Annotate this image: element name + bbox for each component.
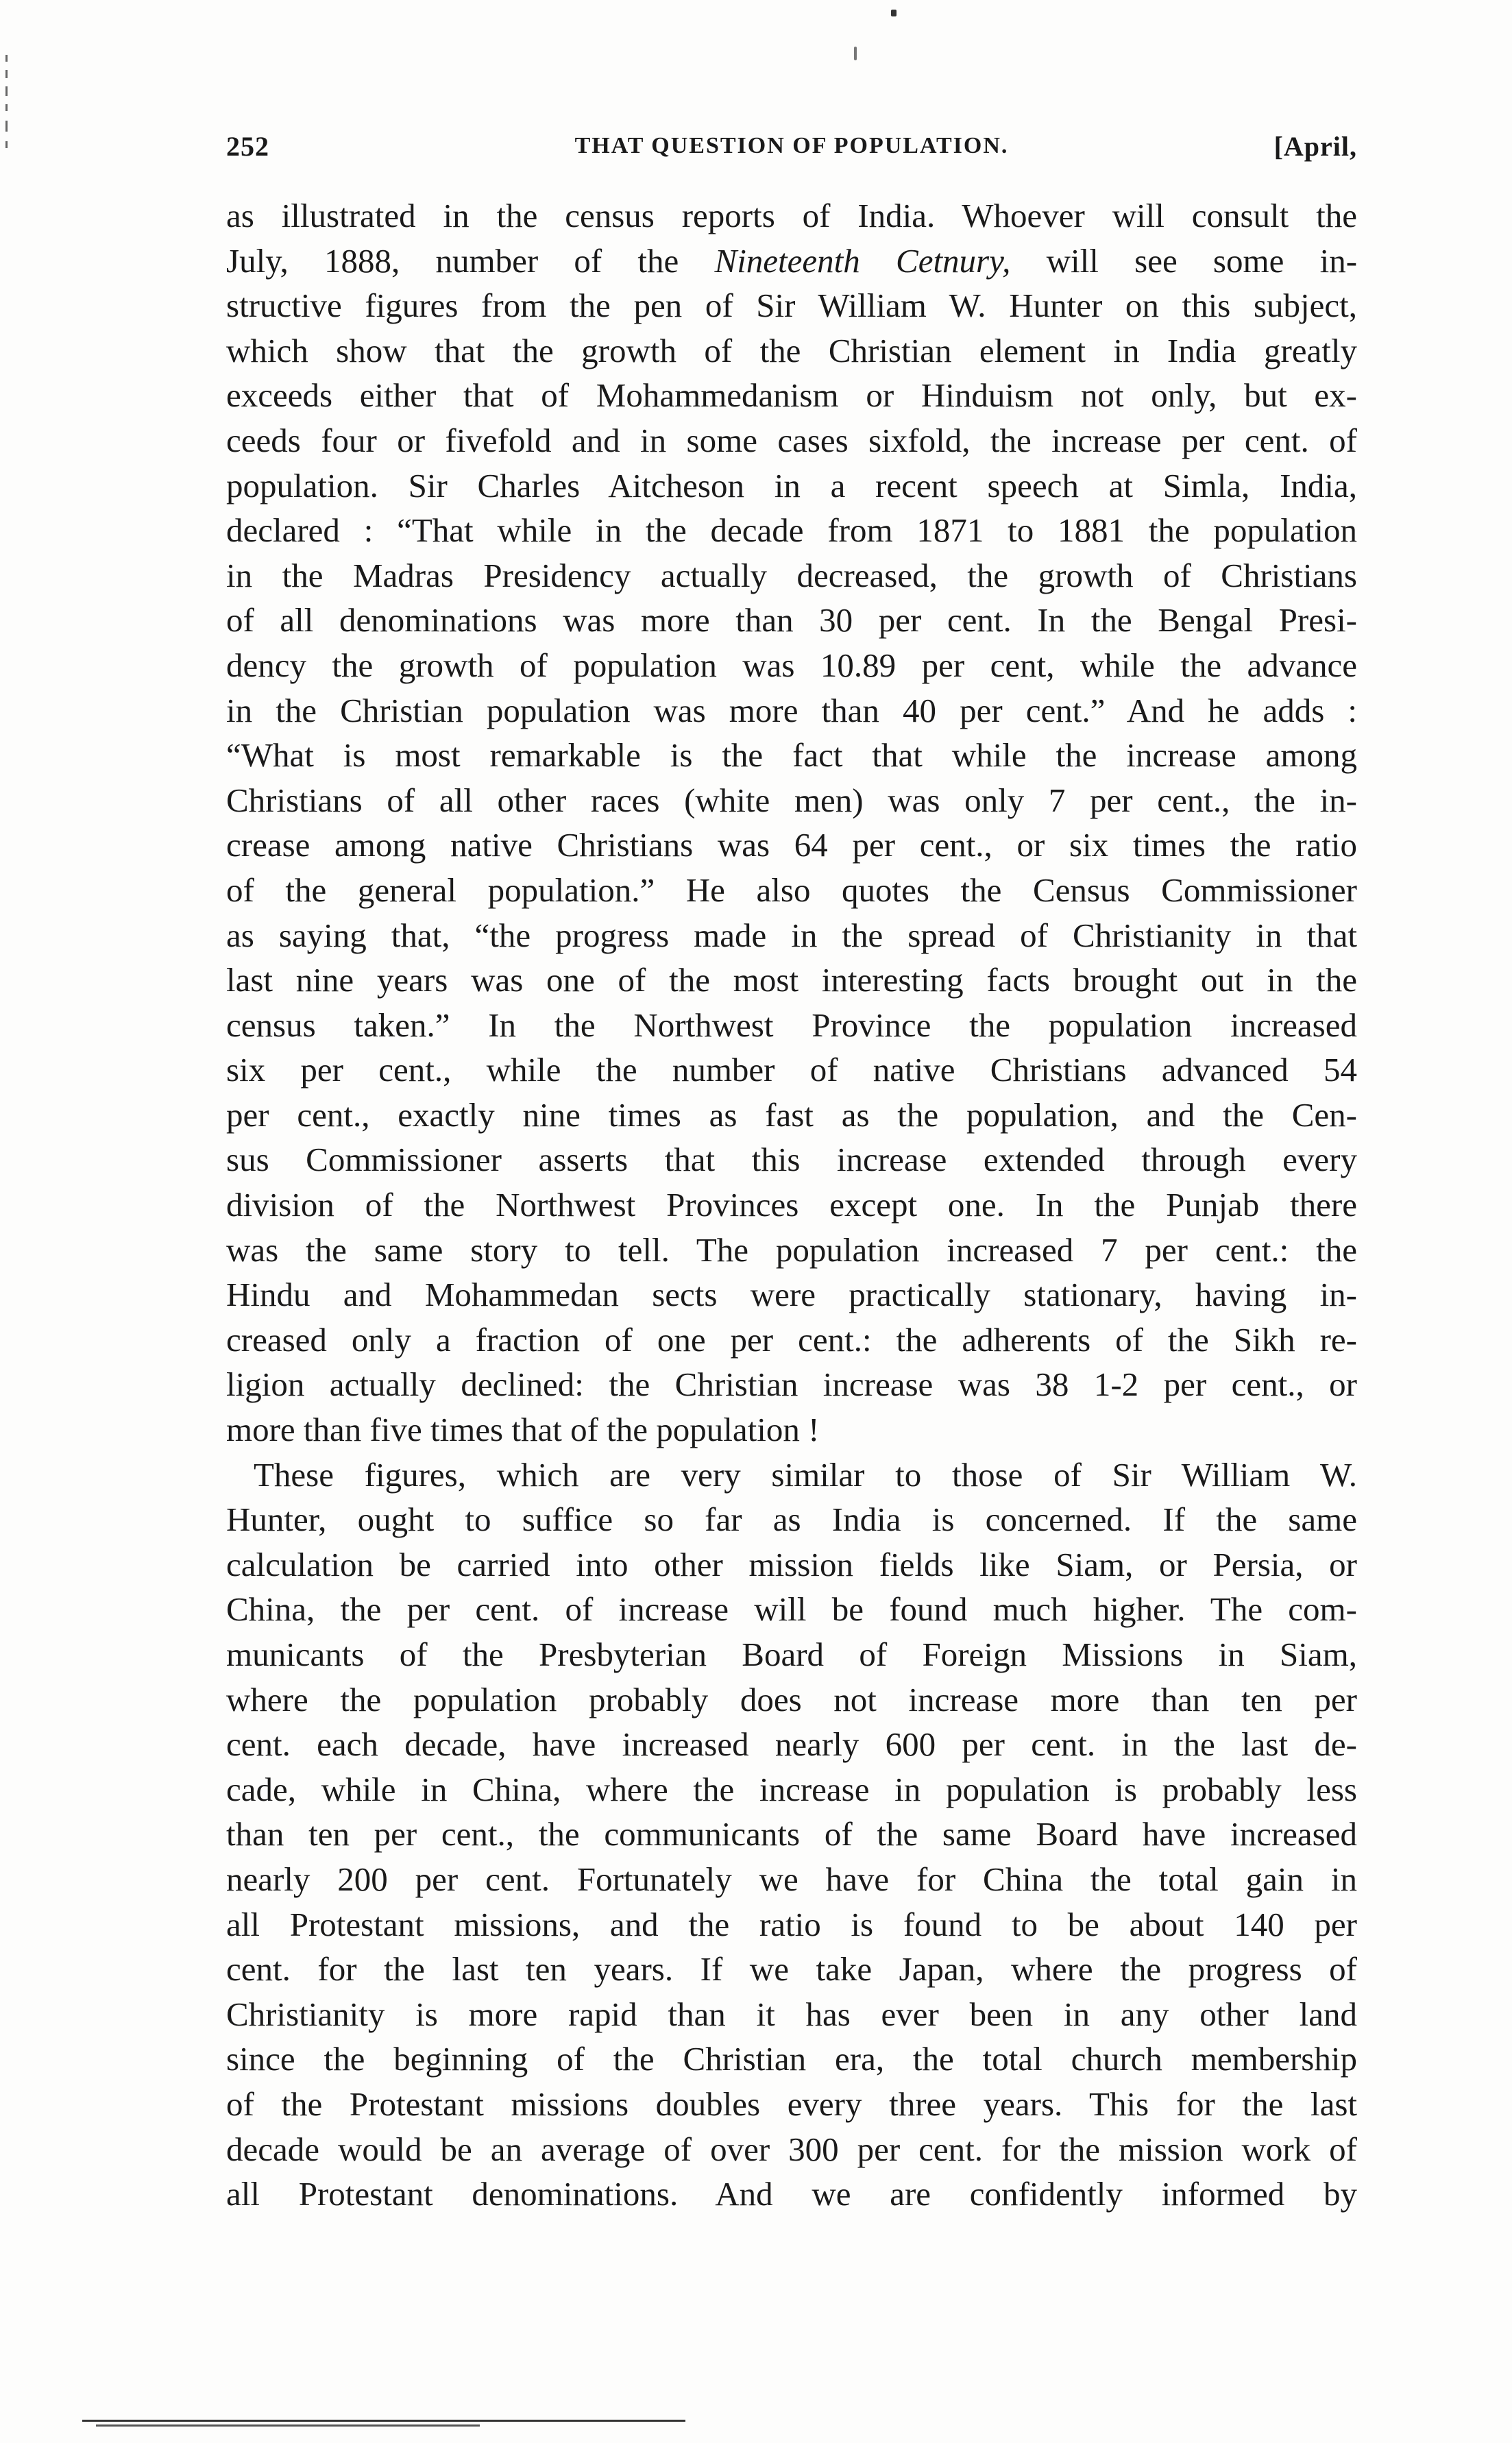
ink-speck (854, 47, 857, 60)
text-line: in the Christian population was more than 40 per cent.” And he adds : (226, 691, 1357, 729)
text-line: July, 1888, number of the Nineteenth Cetnury, will see some in- (226, 241, 1357, 280)
text-line: in the Madras Presidency actually decreased, the growth of Christians (226, 556, 1357, 594)
text-line: since the beginning of the Christian era, the total church membership (226, 2040, 1357, 2078)
page-number: 252 (226, 131, 269, 162)
header-month: [April, (1273, 131, 1357, 162)
text-line: division of the Northwest Provinces except one. In the Punjab there (226, 1186, 1357, 1224)
text-line: which show that the growth of the Christian element in India greatly (226, 331, 1357, 369)
bottom-rule (82, 2420, 685, 2429)
text-line: China, the per cent. of increase will be found much higher. The com- (226, 1590, 1357, 1629)
text-line: Christianity is more rapid than it has ever been in any other land (226, 1995, 1357, 2033)
page-header (226, 130, 1357, 171)
text-line: six per cent., while the number of native Christians advanced 54 (226, 1051, 1357, 1089)
ink-speck (891, 10, 897, 16)
text-line: dency the growth of population was 10.89 per cent, while the advance (226, 646, 1357, 684)
paragraph (226, 193, 1357, 1453)
text-line: of the general population.” He also quotes the Census Commissioner (226, 871, 1357, 909)
text-line: municants of the Presbyterian Board of Foreign Missions in Siam, (226, 1636, 1357, 1673)
text-line: decade would be an average of over 300 per cent. for the mission work of (226, 2130, 1357, 2168)
text-line: “What is most remarkable is the fact that while the increase among (226, 736, 1357, 775)
text-line: as illustrated in the census reports of India. Whoever will consult the (226, 197, 1357, 234)
text-line: sus Commissioner asserts that this increase extended through every (226, 1141, 1357, 1179)
text-line: all Protestant denominations. And we are confidently informed by (226, 2175, 1357, 2213)
text-line: These figures, which are very similar to those of Sir William W. (254, 1455, 1357, 1494)
text-line: census taken.” In the Northwest Province the population increased (226, 1006, 1357, 1044)
text-line: of all denominations was more than 30 per cent. In the Bengal Presi- (226, 601, 1357, 640)
text-line: where the population probably does not increase more than ten per (226, 1680, 1357, 1718)
text-line: Christians of all other races (white men) was only 7 per cent., the in- (226, 781, 1357, 819)
text-line: exceeds either that of Mohammedanism or Hinduism not only, but ex- (226, 376, 1357, 415)
text-line: cent. for the last ten years. If we take Japan, where the progress of (226, 1950, 1357, 1989)
text-line: Hindu and Mohammedan sects were practically stationary, having in- (226, 1276, 1357, 1314)
text-line: creased only a fraction of one per cent.: the adherents of the Sikh re- (226, 1320, 1357, 1359)
text-line: cade, while in China, where the increase in population is probably less (226, 1770, 1357, 1808)
running-title: THAT QUESTION OF POPULATION. (574, 133, 1009, 158)
text-line: ligion actually declined: the Christian increase was 38 1-2 per cent., or (226, 1365, 1357, 1404)
text-line: all Protestant missions, and the ratio is found to be about 140 per (226, 1905, 1357, 1943)
text-line: more than five times that of the population ! (226, 1411, 820, 1449)
left-margin-marks (0, 55, 14, 165)
text-line: nearly 200 per cent. Fortunately we have for China the total gain in (226, 1860, 1357, 1898)
text-line: was the same story to tell. The population increased 7 per cent.: the (226, 1230, 1357, 1269)
text-line: crease among native Christians was 64 per cent., or six times the ratio (226, 826, 1357, 864)
text-line: per cent., exactly nine times as fast as the population, and the Cen- (226, 1095, 1357, 1134)
text-line: cent. each decade, have increased nearly 600 per cent. in the last de- (226, 1725, 1357, 1764)
text-line: Hunter, ought to suffice so far as India is concerned. If the same (226, 1500, 1357, 1539)
paragraph (226, 1453, 1357, 2217)
text-line: as saying that, “the progress made in the spread of Christianity in that (226, 916, 1357, 954)
text-line: last nine years was one of the most interesting facts brought out in the (226, 961, 1357, 999)
text-line: structive figures from the pen of Sir William W. Hunter on this subject, (226, 287, 1357, 325)
text-line: of the Protestant missions doubles every three years. This for the last (226, 2085, 1357, 2123)
text-line: ceeds four or fivefold and in some cases sixfold, the increase per cent. of (226, 421, 1357, 459)
text-line: than ten per cent., the communicants of the same Board have increased (226, 1815, 1357, 1853)
text-line: declared : “That while in the decade from 1871 to 1881 the population (226, 511, 1357, 550)
text-line: calculation be carried into other mission fields like Siam, or Persia, or (226, 1545, 1357, 1583)
article-body (226, 193, 1357, 2217)
text-line: population. Sir Charles Aitcheson in a recent speech at Simla, India, (226, 466, 1357, 505)
